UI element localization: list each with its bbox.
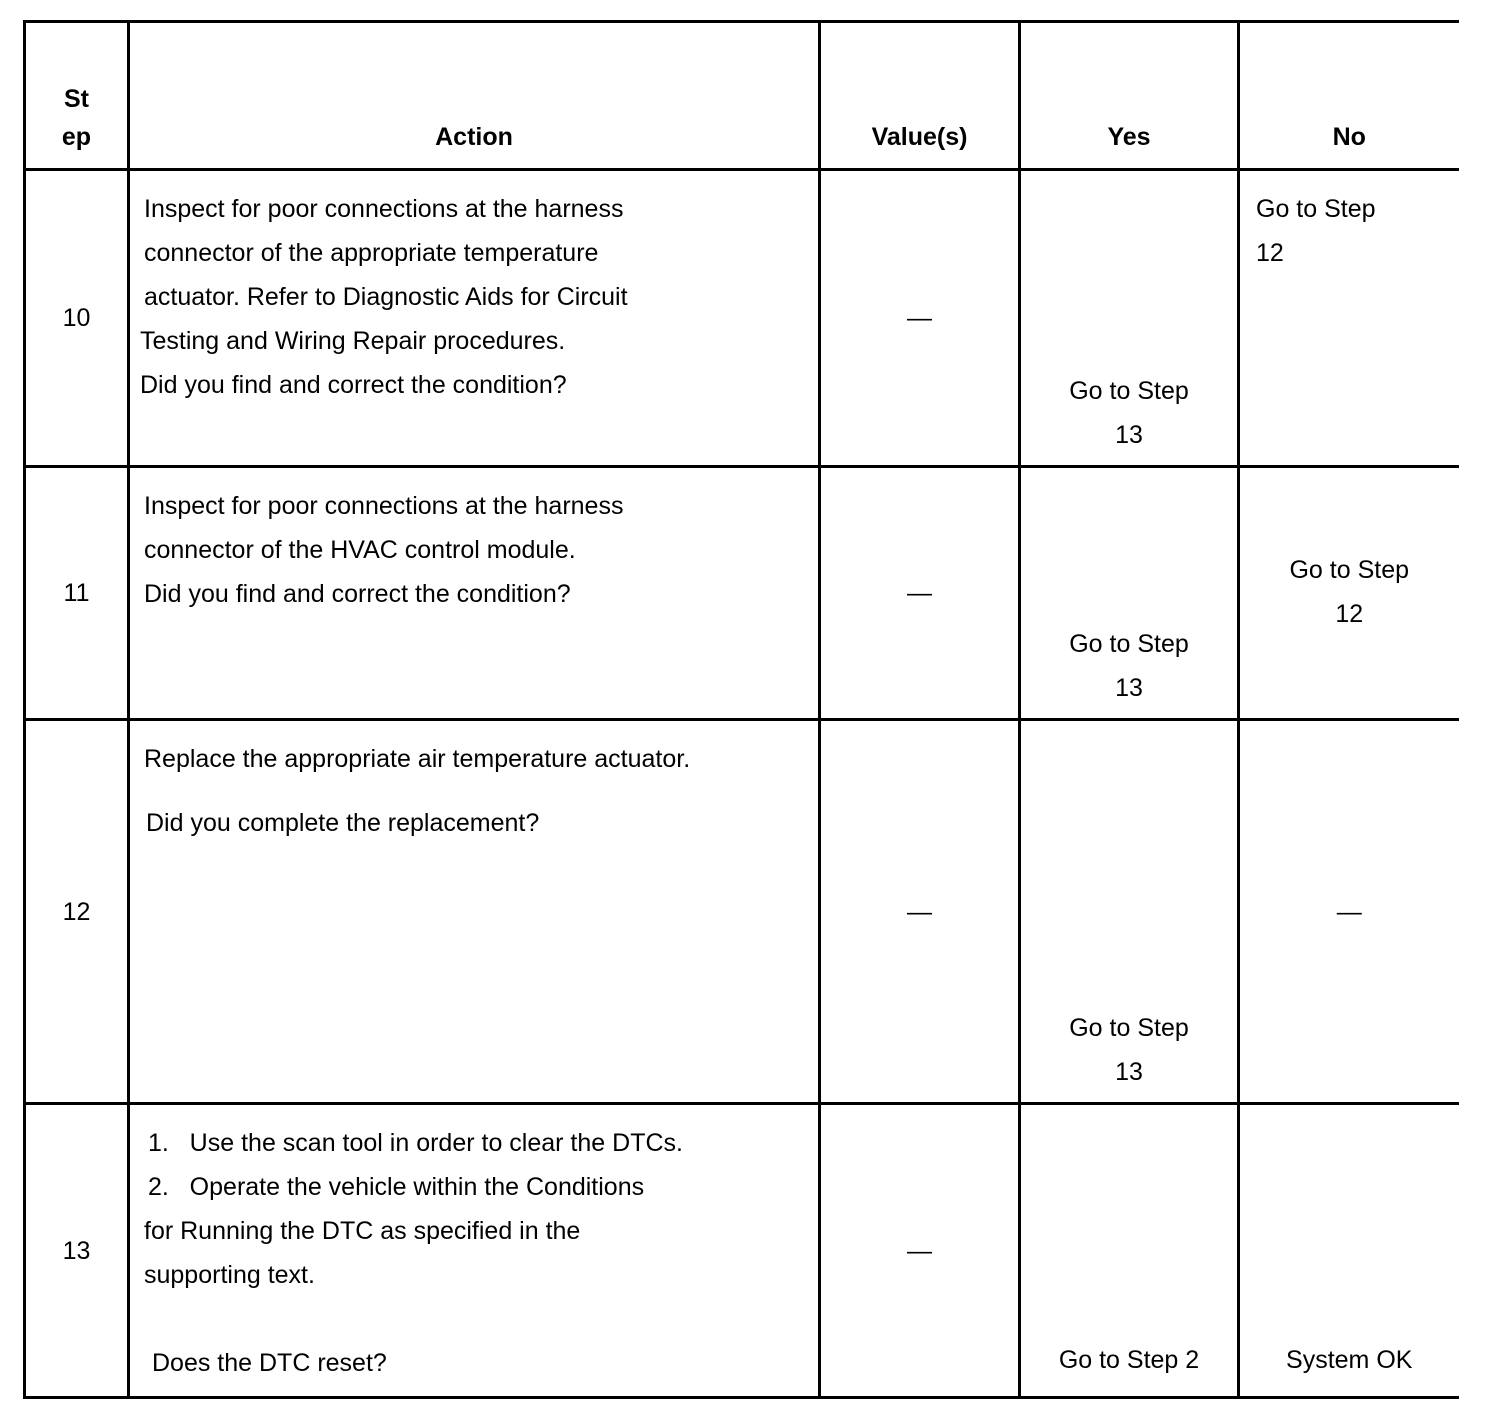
yes-cell [1020,467,1239,720]
action-cell: Inspect for poor connections at the harness connector of the appropriate temperature actuator. Refer to Diagnostic Aids for Circuit Testing and Wiring Repair procedures. Did you find and correct the condition? [129,170,820,467]
header-step: St ep [25,22,129,170]
no-cell [1239,1104,1459,1398]
table-row-step-11 [25,467,1459,720]
value-cell: — [820,170,1020,467]
no-result: System OK [1286,1346,1413,1374]
yes-goto: Go to Step 13 [1069,630,1189,702]
step-number: 12 [25,720,129,1104]
yes-cell [1020,170,1239,467]
yes-goto: Go to Step 2 [1058,1346,1200,1374]
no-value: — [1336,897,1362,926]
no-cell [1239,467,1459,720]
yes-cell [1020,720,1239,1104]
value-cell: — [820,720,1020,1104]
no-cell [1239,720,1459,1104]
action-cell: 1. Use the scan tool in order to clear the DTCs. 2. Operate the vehicle within the Conditions for Running the DTC as specified in the supporting text. Does the DTC reset? [129,1104,820,1398]
header-action: Action [129,22,820,170]
step-number: 13 [25,1104,129,1398]
header-row [25,22,1459,170]
value-cell: — [820,467,1020,720]
step-number: 10 [25,170,129,467]
header-yes: Yes [1020,22,1239,170]
step-number: 11 [25,467,129,720]
no-cell [1239,170,1459,467]
diagnostic-table-container [23,20,1459,1399]
yes-goto: Go to Step 13 [1069,377,1189,449]
table-row-step-12 [25,720,1459,1104]
header-no: No [1239,22,1459,170]
table-row-step-10 [25,170,1459,467]
table-row-step-13 [25,1104,1459,1398]
yes-goto: Go to Step 13 [1069,1014,1189,1086]
no-goto: Go to Step 12 [1256,195,1376,267]
action-cell: Inspect for poor connections at the harness connector of the HVAC control module. Did you find and correct the condition? [129,467,820,720]
no-goto: Go to Step 12 [1289,556,1410,628]
yes-cell [1020,1104,1239,1398]
action-cell: Replace the appropriate air temperature actuator. Did you complete the replacement? [129,720,820,1104]
value-cell: — [820,1104,1020,1398]
header-values: Value(s) [820,22,1020,170]
diagnostic-table [23,20,1459,1399]
